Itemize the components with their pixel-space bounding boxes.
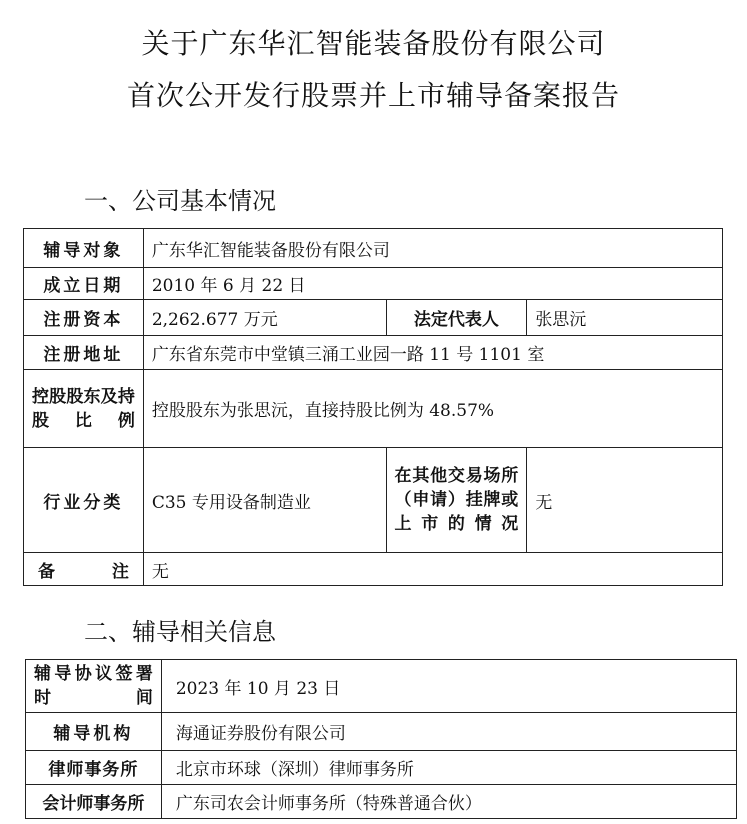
target-value: 广东华汇智能装备股份有限公司 [143,229,722,268]
founded-label: 成立日期 [24,268,144,300]
address-value: 广东省东莞市中堂镇三涌工业园一路 11 号 1101 室 [143,336,722,370]
table-row [24,553,723,586]
sign-value: 2023 年 10 月 23 日 [161,660,736,713]
table-row [26,713,737,751]
table-row [24,336,723,370]
document-title-line2: 首次公开发行股票并上市辅导备案报告 [126,79,620,112]
capital-value: 2,262.677 万元 [143,300,386,336]
listing-value: 无 [527,448,723,553]
company-info-table [23,228,723,586]
agency-value: 海通证券股份有限公司 [161,713,736,751]
document-title-line1: 关于广东华汇智能装备股份有限公司 [141,27,606,60]
capital-label: 注册资本 [24,300,144,336]
law-label: 律师事务所 [26,751,162,785]
address-label: 注册地址 [24,336,144,370]
table-row [24,370,723,448]
sign-label: 辅导协议签署时间 [26,660,162,713]
note-label: 备注 [24,553,144,586]
law-value: 北京市环球（深圳）律师事务所 [161,751,736,785]
industry-label: 行业分类 [24,448,144,553]
industry-value: C35 专用设备制造业 [143,448,386,553]
listing-label: 在其他交易场所（申请）挂牌或上市的情况 [386,448,527,553]
table-row [24,448,723,553]
account-value: 广东司农会计师事务所（特殊普通合伙） [161,785,736,819]
legal-rep-value: 张思沅 [527,300,723,336]
founded-value: 2010 年 6 月 22 日 [143,268,722,300]
table-row [24,300,723,336]
holder-label: 控股股东及持股比例 [24,370,144,448]
agency-label: 辅导机构 [26,713,162,751]
legal-rep-label: 法定代表人 [386,300,527,336]
table-row [24,229,723,268]
table-row [26,751,737,785]
tutoring-info-table [25,659,737,819]
table-row [26,785,737,819]
section2-heading: 二、辅导相关信息 [84,618,276,646]
section1-heading: 一、公司基本情况 [84,187,276,215]
table-row [26,660,737,713]
table-row [24,268,723,300]
account-label: 会计师事务所 [26,785,162,819]
note-value: 无 [143,553,722,586]
target-label: 辅导对象 [24,229,144,268]
holder-value: 控股股东为张思沅，直接持股比例为 48.57% [143,370,722,448]
